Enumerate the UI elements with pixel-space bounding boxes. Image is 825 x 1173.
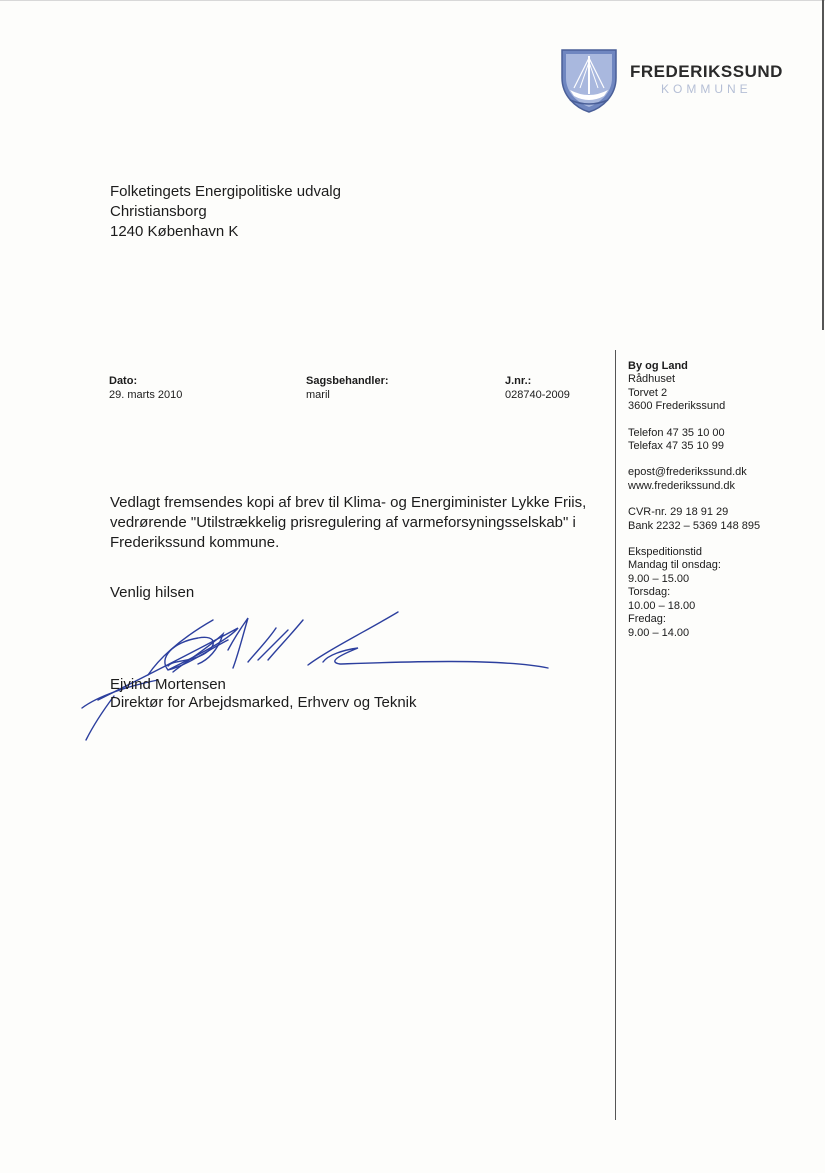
- body-line: vedrørende "Utilstrækkelig prisregulering af varmeforsyningsselskab" i: [110, 514, 576, 531]
- meta-date: [109, 374, 182, 402]
- recipient-line: 1240 København K: [110, 223, 239, 240]
- municipality-shield-icon: [560, 48, 618, 114]
- recipient-line: Christiansborg: [110, 203, 207, 220]
- sidebar-hours-group: [628, 546, 760, 640]
- recipient-line: Folketingets Energipolitiske udvalg: [110, 183, 341, 200]
- recipient-address: [110, 182, 341, 242]
- signer-title: Direktør for Arbejdsmarked, Erhverv og Teknik: [110, 694, 417, 711]
- phone-number: Telefon 47 35 10 00: [628, 426, 725, 439]
- letter-body: [110, 493, 600, 553]
- bank-account: Bank 2232 – 5369 148 895: [628, 519, 761, 532]
- org-name: FREDERIKSSUND: [630, 62, 783, 81]
- sidebar-address-group: [628, 360, 760, 414]
- sidebar-phone-group: [628, 427, 760, 454]
- sidebar-divider: [615, 350, 616, 1120]
- sidebar-contact: [628, 360, 760, 653]
- website-url: www.frederikssund.dk: [628, 479, 735, 492]
- journal-number-value: 028740-2009: [505, 389, 570, 401]
- hours-days: Torsdag:: [628, 586, 671, 599]
- hours-time: 9.00 – 14.00: [628, 626, 690, 639]
- top-edge-line: [0, 0, 825, 1]
- signer-name: Ejvind Mortensen: [110, 676, 226, 693]
- address-line: Torvet 2: [628, 386, 668, 399]
- date-value: 29. marts 2010: [109, 389, 183, 401]
- sidebar-web-group: [628, 466, 760, 493]
- meta-case-officer: [306, 374, 389, 402]
- handwritten-signature: [78, 600, 558, 750]
- closing-greeting: Venlig hilsen: [110, 584, 195, 601]
- cvr-number: CVR-nr. 29 18 91 29: [628, 506, 729, 519]
- department-name: By og Land: [628, 360, 688, 372]
- hours-time: 10.00 – 18.00: [628, 599, 696, 612]
- date-label: Dato:: [109, 375, 138, 387]
- hours-time: 9.00 – 15.00: [628, 572, 690, 585]
- hours-days: Fredag:: [628, 613, 666, 626]
- hours-days: Mandag til onsdag:: [628, 559, 721, 572]
- scan-edge-mark: [822, 0, 824, 330]
- meta-journal-number: [505, 374, 570, 402]
- body-line: Frederikssund kommune.: [110, 534, 280, 551]
- email-address: epost@frederikssund.dk: [628, 466, 747, 479]
- journal-number-label: J.nr.:: [505, 375, 532, 387]
- case-officer-value: maril: [306, 389, 330, 401]
- body-line: Vedlagt fremsendes kopi af brev til Klima- og Energiminister Lykke Friis,: [110, 494, 587, 511]
- case-officer-label: Sagsbehandler:: [306, 375, 389, 387]
- sidebar-registration-group: [628, 506, 760, 533]
- opening-hours-title: Ekspeditionstid: [628, 546, 702, 559]
- org-subtitle: KOMMUNE: [661, 82, 752, 96]
- fax-number: Telefax 47 35 10 99: [628, 440, 725, 453]
- address-line: Rådhuset: [628, 373, 676, 386]
- address-line: 3600 Frederikssund: [628, 400, 726, 413]
